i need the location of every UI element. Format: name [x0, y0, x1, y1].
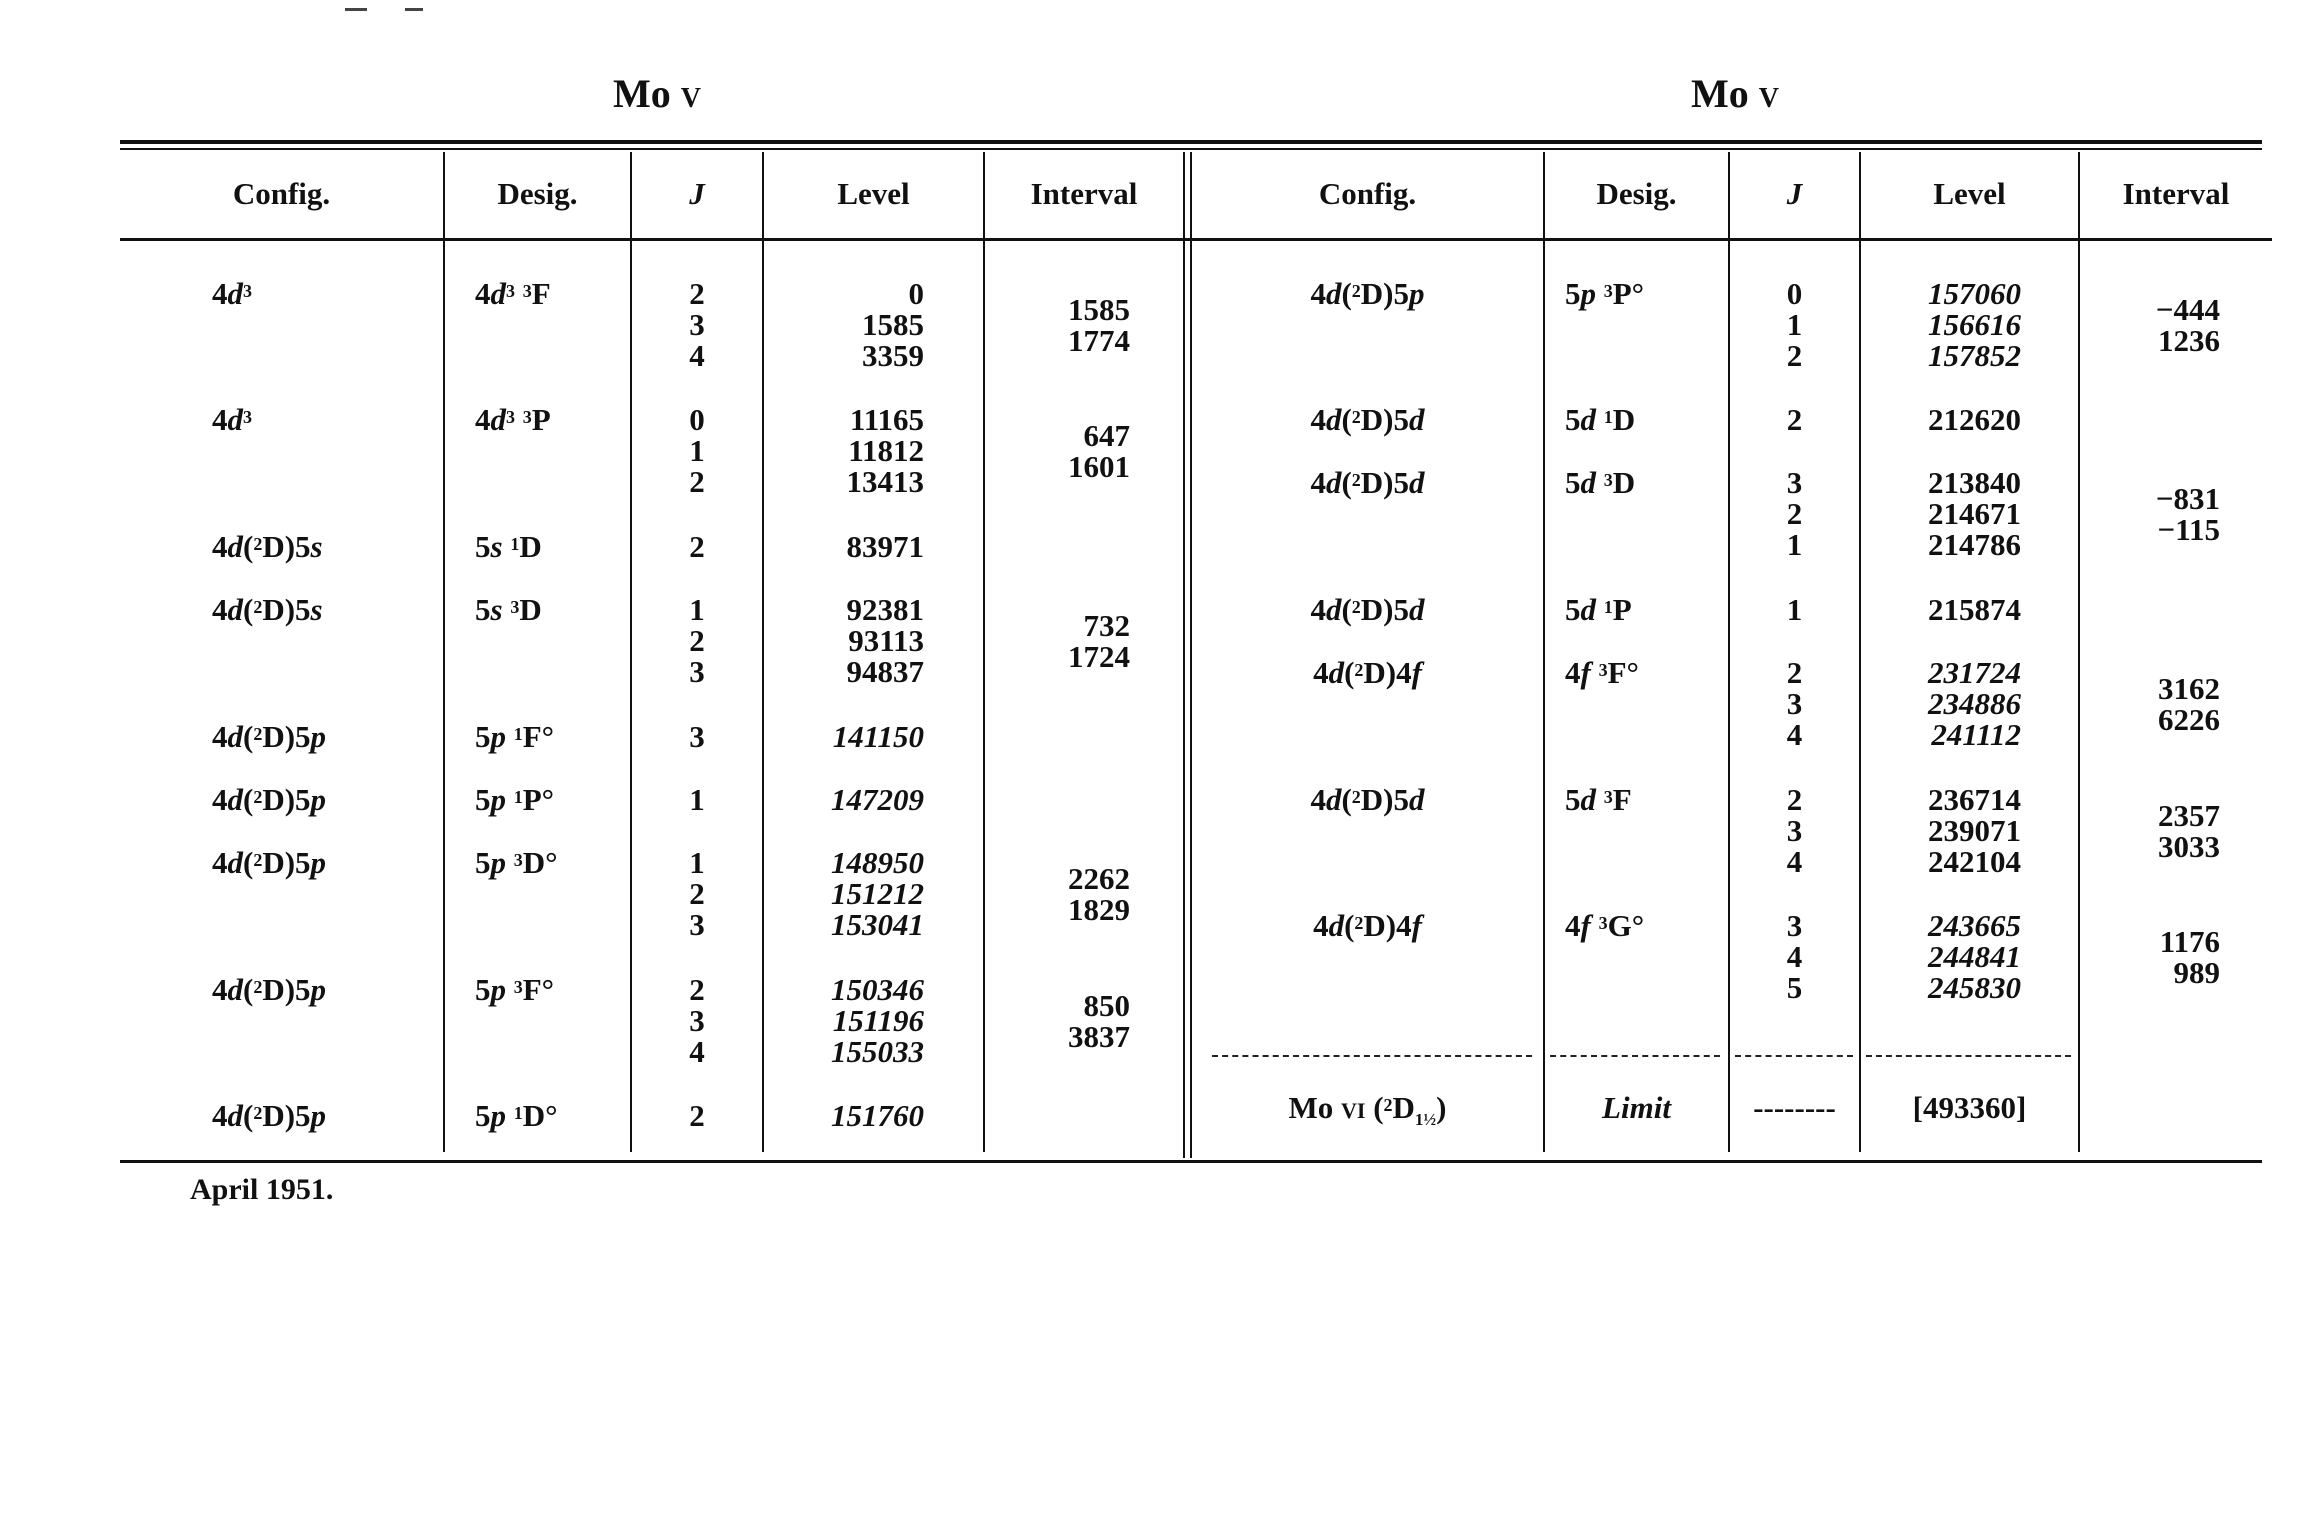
footer-date: April 1951. — [190, 1173, 334, 1206]
left-config: 4d($^2$D)5p — [212, 972, 327, 1007]
left-level: 147209 — [831, 782, 924, 817]
limit-dash — [1866, 1055, 2071, 1057]
header-desig: Desig. — [1596, 176, 1677, 211]
left-desig: 5p $^3$F° — [475, 972, 555, 1007]
top-rule-thin — [120, 148, 2262, 150]
left-config: $4d^3$ — [212, 276, 252, 311]
left-desig: 5p $^1$F° — [475, 719, 555, 754]
left-interval: 2262 1829 — [1068, 860, 1130, 927]
left-config: 4d($^2$D)5p — [212, 845, 327, 880]
right-desig: 5d $^3$D — [1565, 465, 1636, 500]
right-config: 4d($^2$D)5d — [1310, 402, 1425, 437]
left-j: 2 — [689, 1098, 705, 1133]
left-desig: $4d^3$ $^3$F — [475, 276, 551, 311]
left-config: 4d($^2$D)5p — [212, 719, 327, 754]
right-j: 1 — [1786, 592, 1803, 627]
header-config: Config. — [232, 176, 331, 211]
right-interval: −444 1236 — [2155, 291, 2220, 358]
left-level: 83971 — [846, 529, 924, 564]
right-j: 3 2 1 — [1786, 465, 1803, 562]
left-j: 2 3 4 — [689, 276, 705, 373]
top-mark-2 — [405, 8, 423, 11]
right-level: 236714 239071 242104 — [1928, 782, 2021, 879]
left-interval: 732 1724 — [1068, 607, 1130, 674]
right-level: 231724 234886 241112 — [1928, 655, 2021, 752]
right-desig: 5d $^3$F — [1565, 782, 1632, 817]
limit-level: [493360] — [1912, 1090, 2027, 1125]
right-config: 4d($^2$D)5d — [1310, 782, 1425, 817]
right-config: 4d($^2$D)4f — [1313, 655, 1422, 690]
left-interval: 1585 1774 — [1068, 291, 1130, 358]
right-config: 4d($^2$D)5d — [1310, 465, 1425, 500]
right-title: Mo v — [1691, 71, 1779, 116]
header-j: J — [1786, 176, 1803, 211]
right-j: 2 3 4 — [1786, 655, 1803, 752]
right-desig: 4f $^3$F° — [1565, 655, 1639, 690]
left-config: 4d($^2$D)5s — [212, 592, 323, 627]
bottom-rule — [120, 1160, 2262, 1163]
left-level: 0 1585 3359 — [862, 276, 924, 373]
limit-j: -------- — [1753, 1090, 1836, 1125]
right-desig: 5d $^1$P — [1565, 592, 1632, 627]
right-config: 4d($^2$D)5p — [1310, 276, 1425, 311]
right-level: 243665 244841 245830 — [1928, 908, 2021, 1005]
header-config: Config. — [1318, 176, 1417, 211]
header-level: Level — [1933, 176, 2006, 211]
left-level: 151760 — [831, 1098, 924, 1133]
center-double-line — [1183, 152, 1192, 1158]
left-title: Mo v — [613, 71, 701, 116]
right-desig: 5p $^3$P° — [1565, 276, 1645, 311]
header-level: Level — [837, 176, 910, 211]
left-desig: 5s $^1$D — [475, 529, 542, 564]
right-config: 4d($^2$D)4f — [1313, 908, 1422, 943]
left-j: 1 — [689, 782, 705, 817]
left-interval: 647 1601 — [1068, 417, 1130, 484]
top-rule-thick — [120, 140, 2262, 144]
right-interval: 3162 6226 — [2158, 670, 2220, 737]
right-j: 3 4 5 — [1786, 908, 1803, 1005]
right-interval: −831 −115 — [2155, 480, 2220, 547]
right-level: 157060 156616 157852 — [1928, 276, 2021, 373]
left-level: 11165 11812 13413 — [846, 402, 924, 499]
left-level: 141150 — [832, 719, 924, 754]
limit-config: Mo vi $(^2D_{1\frac{1}{2}})$ — [1288, 1090, 1447, 1130]
limit-desig: Limit — [1602, 1090, 1671, 1125]
left-config: $4d^3$ — [212, 402, 252, 437]
header-j: J — [689, 176, 705, 211]
right-j: 2 — [1786, 402, 1803, 437]
left-j: 0 1 2 — [689, 402, 705, 499]
left-j: 1 2 3 — [689, 845, 705, 942]
left-desig: 5p $^1$P° — [475, 782, 555, 817]
left-desig: 5p $^3$D° — [475, 845, 558, 880]
left-j: 3 — [689, 719, 705, 754]
left-desig: 5s $^3$D — [475, 592, 542, 627]
left-level: 150346 151196 155033 — [831, 972, 924, 1069]
left-level: 92381 93113 94837 — [846, 592, 924, 689]
header-desig: Desig. — [497, 176, 578, 211]
left-config: 4d($^2$D)5p — [212, 1098, 327, 1133]
limit-dash — [1735, 1055, 1853, 1057]
right-j: 2 3 4 — [1786, 782, 1803, 879]
left-config: 4d($^2$D)5p — [212, 782, 327, 817]
top-mark-1 — [345, 8, 367, 11]
right-desig: 4f $^3$G° — [1565, 908, 1645, 943]
left-desig: $4d^3$ $^3$P — [475, 402, 551, 437]
right-interval: 1176 989 — [2159, 923, 2220, 990]
left-level: 148950 151212 153041 — [831, 845, 924, 942]
right-level: 213840 214671 214786 — [1928, 465, 2021, 562]
left-config: 4d($^2$D)5s — [212, 529, 323, 564]
right-level: 212620 — [1928, 402, 2021, 437]
left-j: 1 2 3 — [689, 592, 705, 689]
right-level: 215874 — [1928, 592, 2021, 627]
left-j: 2 — [689, 529, 705, 564]
right-desig: 5d $^1$D — [1565, 402, 1636, 437]
header-interval: Interval — [2122, 176, 2230, 211]
left-j: 2 3 4 — [689, 972, 705, 1069]
right-interval: 2357 3033 — [2158, 797, 2220, 864]
header-interval: Interval — [1030, 176, 1138, 211]
left-desig: 5p $^1$D° — [475, 1098, 558, 1133]
right-config: 4d($^2$D)5d — [1310, 592, 1425, 627]
left-interval: 850 3837 — [1068, 987, 1130, 1054]
right-j: 0 1 2 — [1786, 276, 1803, 373]
limit-dash — [1550, 1055, 1720, 1057]
limit-dash — [1212, 1055, 1532, 1057]
